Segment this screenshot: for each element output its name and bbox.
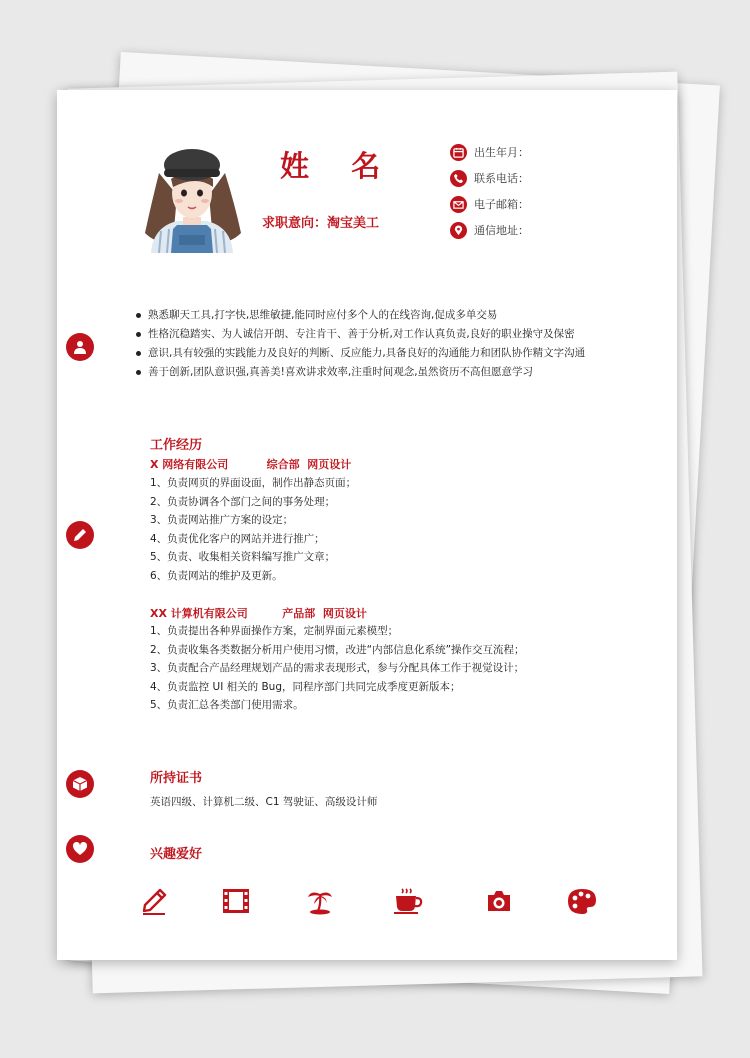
resume-name: 姓 名 [280, 149, 397, 183]
list-item: 熟悉聊天工具,打字快,思维敏捷,能同时应付多个人的在线咨询,促成多单交易 [136, 306, 585, 325]
work-title: 工作经历 [150, 438, 203, 453]
list-item: 1、负责网页的界面设面，制作出静态页面； [150, 477, 357, 489]
contact-label: 通信地址： [474, 224, 529, 237]
list-item: 6、负责网站的维护及更新。 [150, 569, 283, 582]
contact-phone [450, 165, 529, 191]
profile-list [136, 306, 585, 382]
contact-info [450, 139, 529, 243]
profile-section-icon [66, 333, 94, 361]
contact-label: 电子邮箱： [474, 198, 529, 211]
mail-icon [450, 196, 467, 213]
certificate-section-icon [66, 770, 94, 798]
hobby-title: 兴趣爱好 [150, 847, 203, 862]
job-dept: 综合部 网页设计 [266, 458, 352, 471]
job-duties [150, 622, 525, 715]
heart-icon [72, 841, 88, 857]
list-item: 性格沉稳踏实、为人诚信开朗、专注肯干、善于分析,对工作认真负责,良好的职业操守及保密 [136, 325, 585, 344]
film-icon [219, 884, 253, 918]
list-item: 意识,具有较强的实践能力及良好的判断、反应能力,具备良好的沟通能力和团队协作精文字沟通 [136, 344, 585, 363]
job-duties [150, 474, 356, 586]
person-icon [72, 339, 88, 355]
palette-icon [565, 884, 599, 918]
list-item: 善于创新,团队意识强,真善美!喜欢讲求效率,注重时间观念,虽然资历不高但愿意学习 [136, 363, 585, 382]
job-header [150, 605, 367, 621]
list-item: 5、负责汇总各类部门使用需求。 [150, 699, 304, 712]
job-company: XX 计算机有限公司 [150, 607, 248, 620]
pen-icon [72, 527, 88, 543]
calendar-icon [450, 144, 467, 161]
coffee-cup-icon [391, 884, 425, 918]
contact-address [450, 217, 529, 243]
job-dept: 产品部 网页设计 [282, 607, 367, 620]
job-company: X 网络有限公司 [150, 458, 229, 471]
list-item: 3、负责配合产品经理规划产品的需求表现形式，参与分配具体工作于视觉设计； [150, 662, 525, 675]
box-icon [72, 776, 88, 792]
contact-label: 出生年月： [474, 146, 529, 159]
phone-icon [450, 170, 467, 187]
list-item: 1、负责提出各种界面操作方案，定制界面元素模型； [150, 625, 399, 637]
list-item: 5、负责、收集相关资料编写推广文章； [150, 551, 336, 564]
list-item: 4、负责优化客户的网站并进行推广； [150, 532, 325, 545]
avatar [137, 135, 247, 253]
contact-label: 联系电话： [474, 172, 529, 185]
list-item: 3、负责网站推广方案的设定； [150, 514, 294, 527]
list-item: 2、负责协调各个部门之间的事务处理； [150, 495, 336, 508]
certificate-title: 所持证书 [150, 771, 203, 786]
contact-birth [450, 139, 529, 165]
camera-icon [482, 884, 516, 918]
job-header [150, 456, 351, 472]
pencil-icon [137, 884, 171, 918]
location-icon [450, 222, 467, 239]
list-item: 2、负责收集各类数据分析用户使用习惯，改进“内部信息化系统”操作交互流程； [150, 643, 525, 656]
work-section-icon [66, 521, 94, 549]
hobby-section-icon [66, 835, 94, 863]
job-intent: 求职意向：淘宝美工 [262, 216, 380, 231]
certificate-text: 英语四级、计算机二级、C1 驾驶证、高级设计师 [150, 796, 378, 808]
list-item: 4、负责监控 UI 相关的 Bug，同程序部门共同完成季度更新版本； [150, 680, 461, 693]
contact-email [450, 191, 529, 217]
palm-tree-icon [303, 884, 337, 918]
